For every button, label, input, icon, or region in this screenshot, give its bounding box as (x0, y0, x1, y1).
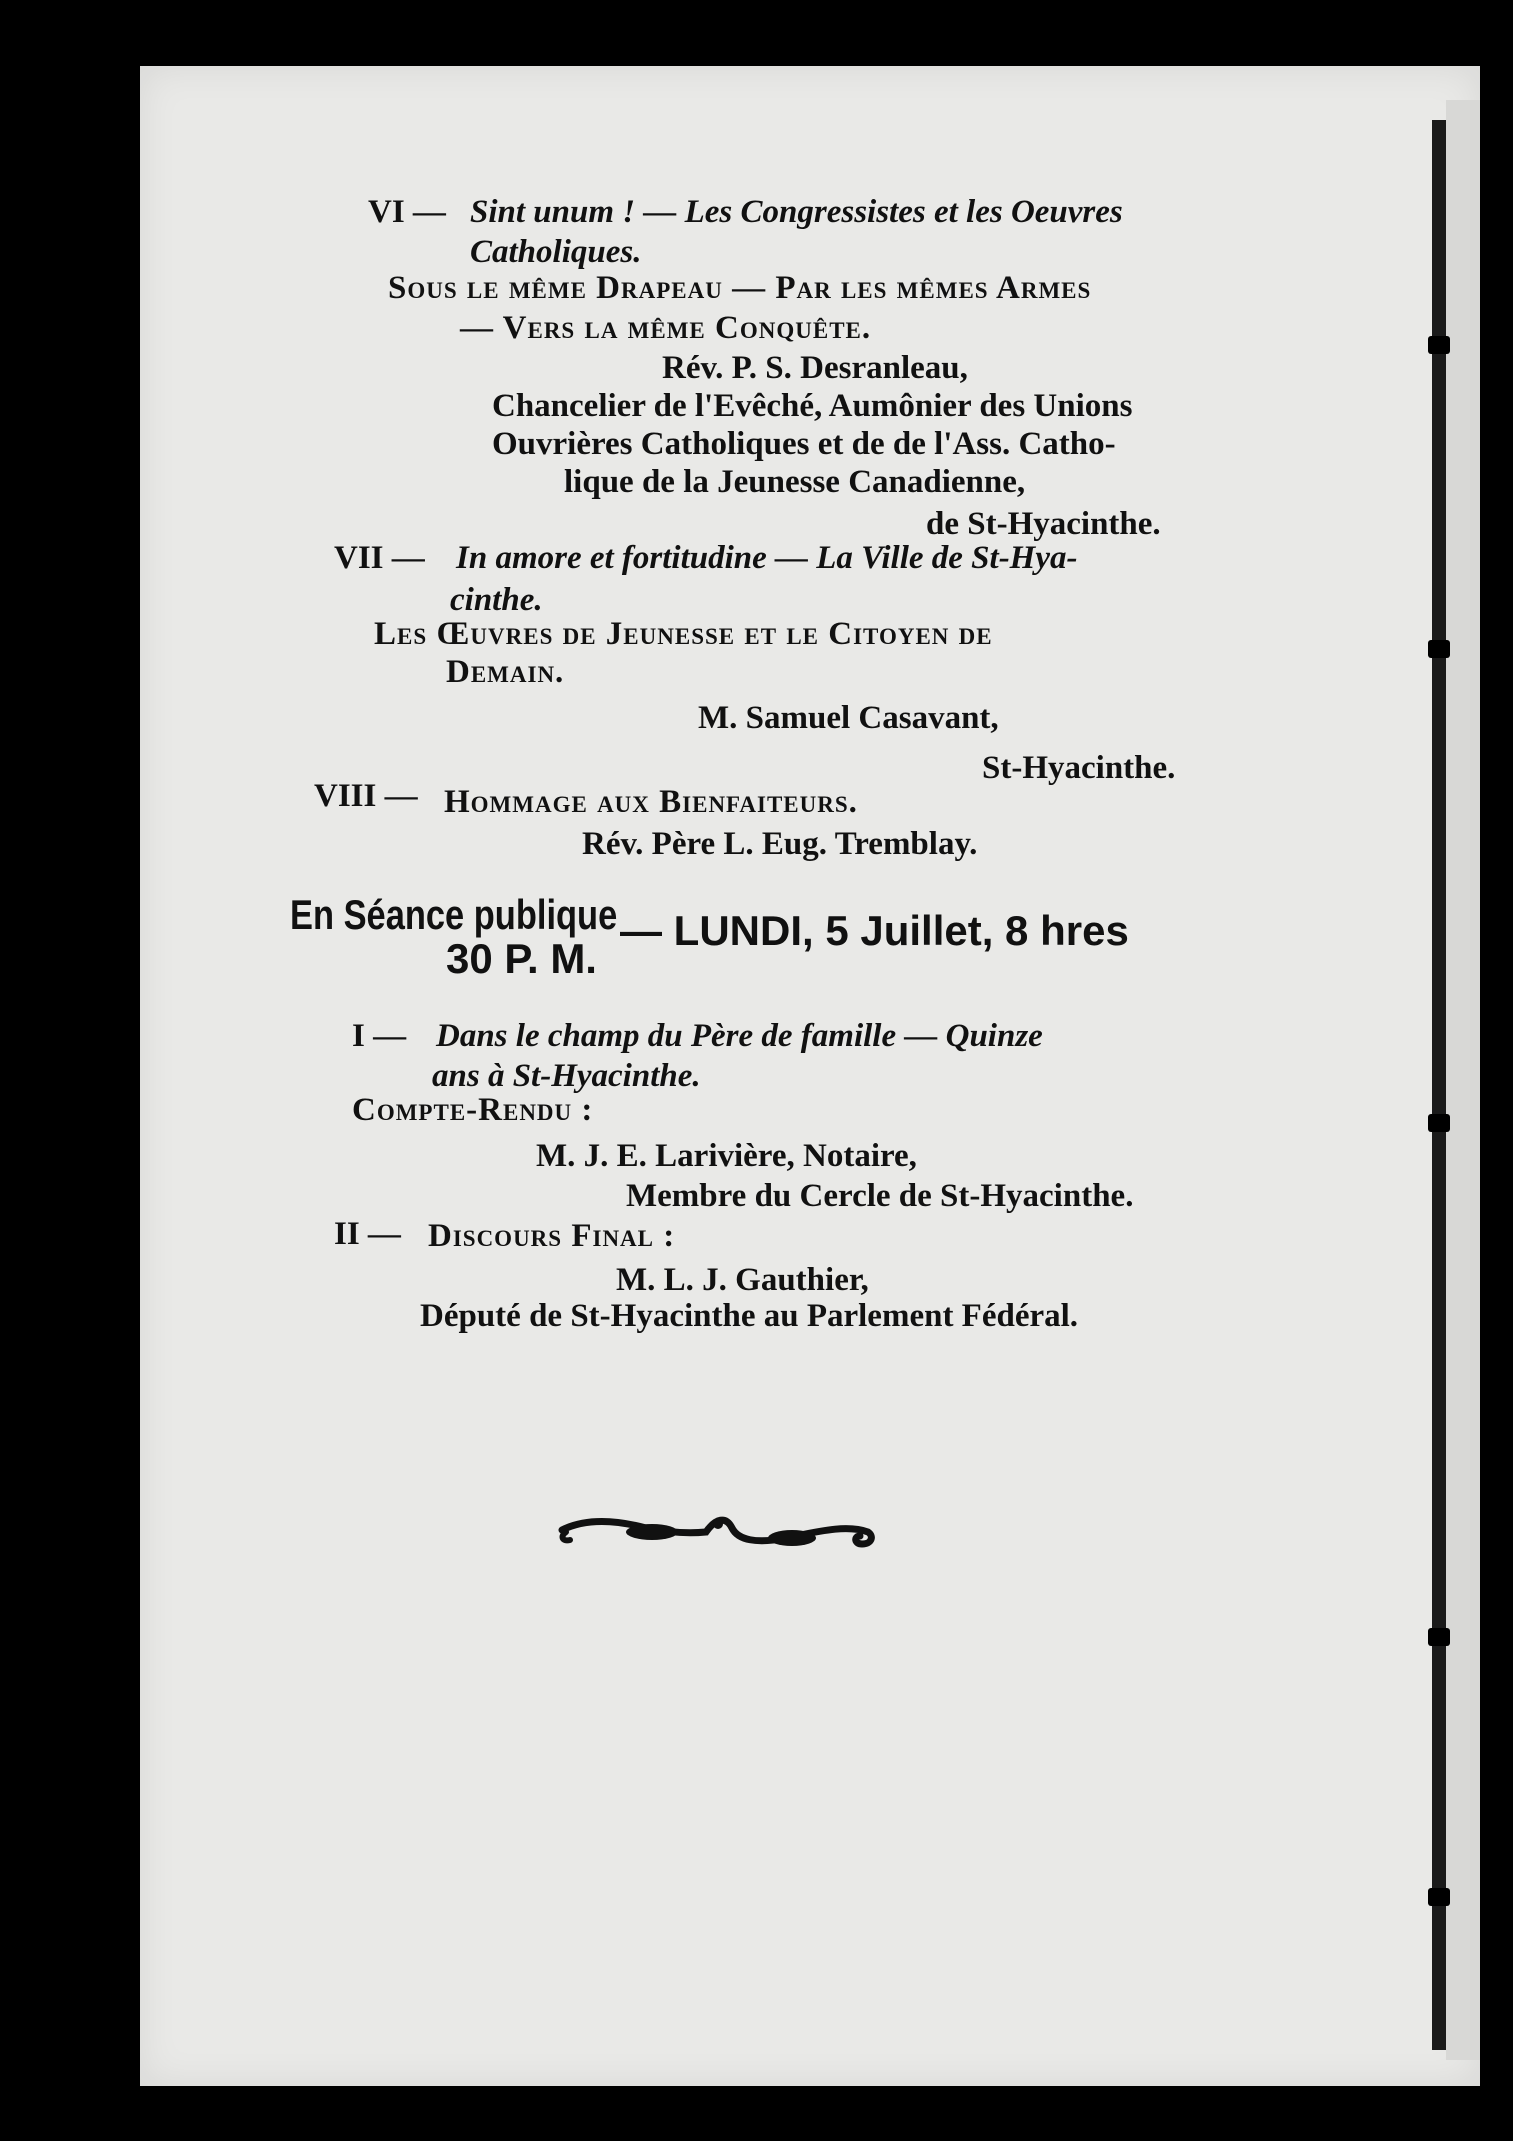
seance-label: En Séance publique (290, 891, 618, 938)
item-vii-title: In amore et fortitudine — La Ville de St-Hya- (456, 540, 1078, 576)
item-vi-speaker-role: Chancelier de l'Evêché, Aumônier des Unions (492, 388, 1133, 424)
item-i-title-cont: ans à St-Hyacinthe. (432, 1058, 701, 1094)
seance-time-cont: 30 P. M. (446, 935, 597, 982)
item-ii-speaker-role: Député de St-Hyacinthe au Parlement Fédéral. (420, 1298, 1079, 1334)
item-i-speaker: M. J. E. Larivière, Notaire, (536, 1138, 917, 1174)
item-vi-speaker-role: lique de la Jeunesse Canadienne, (564, 464, 1026, 500)
binding-stitch (1428, 1628, 1450, 1646)
item-vi-title-cont: Catholiques. (470, 234, 642, 270)
seance-datetime: — LUNDI, 5 Juillet, 8 hres (620, 907, 1129, 954)
binding-stitch (1428, 1888, 1450, 1906)
binding-stitch (1428, 336, 1450, 354)
item-ii-speaker: M. L. J. Gauthier, (616, 1262, 869, 1298)
item-viii-number: VIII — (314, 778, 418, 814)
item-vi-speaker-place: de St-Hyacinthe. (926, 506, 1161, 542)
item-vi-speaker: Rév. P. S. Desranleau, (662, 350, 968, 386)
fleuron-ornament-icon (556, 1510, 876, 1558)
item-ii-theme: Discours Final : (428, 1218, 676, 1254)
item-vi-speaker-role: Ouvrières Catholiques et de de l'Ass. Catho- (492, 426, 1116, 462)
item-vi-theme: Sous le même Drapeau — Par les mêmes Armes (388, 270, 1092, 306)
item-vii-number: VII — (334, 540, 425, 576)
item-vii-speaker-place: St-Hyacinthe. (982, 750, 1176, 786)
item-ii-number: II — (334, 1216, 401, 1252)
item-i-number: I — (352, 1018, 407, 1054)
item-i-title: Dans le champ du Père de famille — Quinze (436, 1018, 1043, 1054)
item-vii-speaker: M. Samuel Casavant, (698, 700, 999, 736)
item-i-theme: Compte-Rendu : (352, 1092, 594, 1128)
item-vii-theme-cont: Demain. (446, 654, 565, 690)
item-vii-title-cont: cinthe. (450, 582, 543, 618)
binding-stitch (1428, 640, 1450, 658)
item-vi-number: VI — (368, 194, 446, 230)
adjacent-page-edge (1446, 100, 1480, 2060)
item-viii-theme: Hommage aux Bienfaiteurs. (444, 784, 858, 820)
item-vi-title: Sint unum ! — Les Congressistes et les Oeuvres (470, 194, 1123, 230)
binding-stitch (1428, 1114, 1450, 1132)
item-vii-theme: Les Œuvres de Jeunesse et le Citoyen de (374, 616, 993, 652)
item-vi-theme-cont: — Vers la même Conquête. (460, 310, 872, 346)
binding-edge (1432, 120, 1446, 2050)
item-viii-speaker: Rév. Père L. Eug. Tremblay. (582, 826, 978, 862)
item-i-speaker-role: Membre du Cercle de St-Hyacinthe. (626, 1178, 1134, 1214)
